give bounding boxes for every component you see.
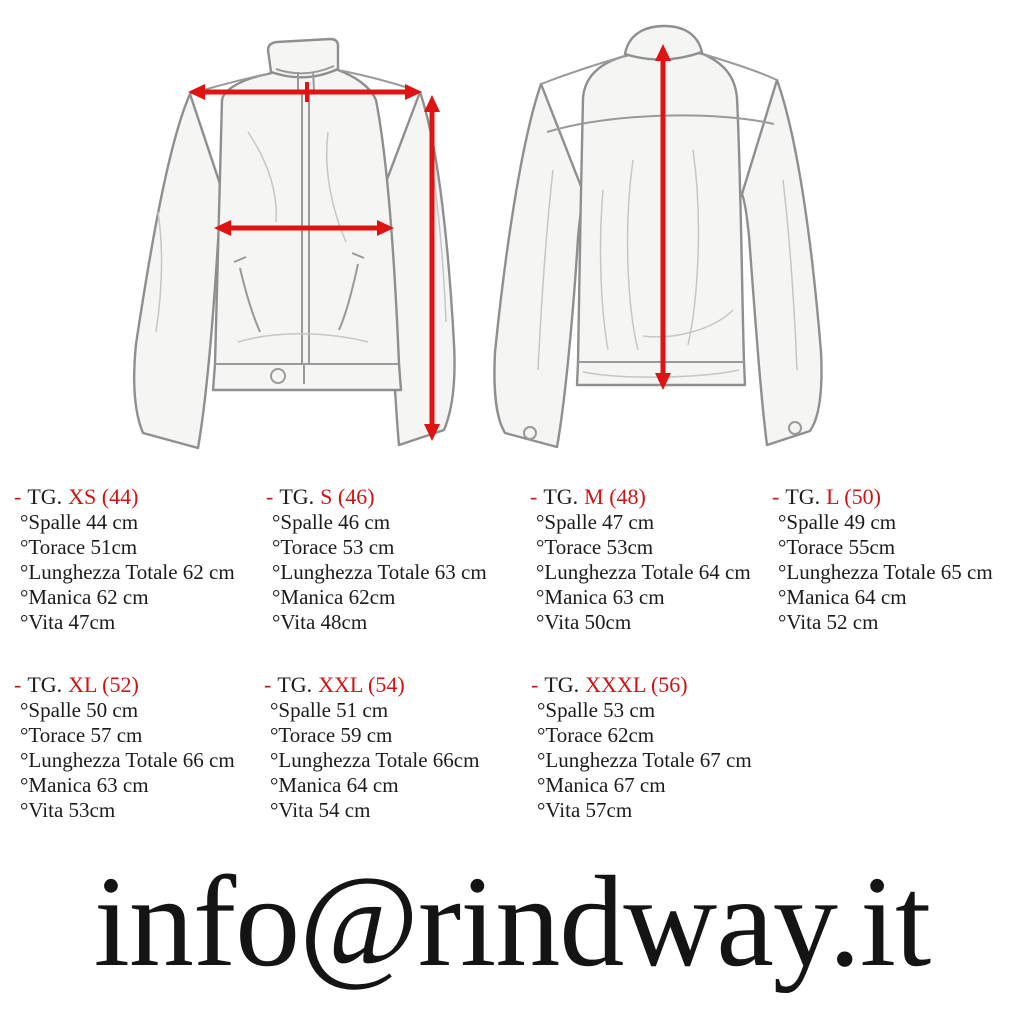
measurement-line: °Lunghezza Totale 65 cm <box>778 560 993 584</box>
size-label: XXL (54) <box>318 672 405 697</box>
tg-label: TG. <box>27 484 63 509</box>
size-block-xxl <box>264 672 514 823</box>
size-header <box>772 484 1022 510</box>
measurement-line: °Vita 50cm <box>536 610 632 634</box>
size-block-m <box>530 484 780 635</box>
size-header <box>531 672 781 698</box>
dash: - <box>264 672 272 697</box>
measurement-line: °Manica 63 cm <box>536 585 665 609</box>
measurement-line: °Torace 55cm <box>778 535 896 559</box>
measurement-line: °Vita 53cm <box>20 798 116 822</box>
measurement-line: °Spalle 46 cm <box>272 510 391 534</box>
size-label: M (48) <box>584 484 646 509</box>
measurement-line: °Lunghezza Totale 62 cm <box>20 560 235 584</box>
size-label: L (50) <box>826 484 881 509</box>
size-header <box>530 484 780 510</box>
measurement-line: °Spalle 49 cm <box>778 510 897 534</box>
size-label: S (46) <box>320 484 375 509</box>
tg-label: TG. <box>544 672 580 697</box>
measurement-line: °Manica 64 cm <box>270 773 399 797</box>
measurement-line: °Torace 53cm <box>536 535 654 559</box>
dash: - <box>14 484 22 509</box>
dash: - <box>530 484 538 509</box>
measurement-line: °Spalle 47 cm <box>536 510 655 534</box>
measurement-line: °Torace 53 cm <box>272 535 395 559</box>
measurement-line: °Vita 54 cm <box>270 798 371 822</box>
contact-email: info@rindway.it <box>93 850 931 994</box>
measurement-line: °Manica 67 cm <box>537 773 666 797</box>
measurement-line: °Lunghezza Totale 63 cm <box>272 560 487 584</box>
measurement-line: °Spalle 44 cm <box>20 510 139 534</box>
size-block-l <box>772 484 1022 635</box>
tg-label: TG. <box>543 484 579 509</box>
measurement-line: °Lunghezza Totale 66 cm <box>20 748 235 772</box>
jacket-back-sketch <box>483 10 835 472</box>
size-header <box>14 484 264 510</box>
measurement-line: °Torace 51cm <box>20 535 138 559</box>
tg-label: TG. <box>279 484 315 509</box>
dash: - <box>266 484 274 509</box>
measurement-line: °Vita 48cm <box>272 610 368 634</box>
size-header <box>264 672 514 698</box>
dash: - <box>531 672 539 697</box>
tg-label: TG. <box>277 672 313 697</box>
measurement-line: °Spalle 53 cm <box>537 698 656 722</box>
measurement-line: °Lunghezza Totale 64 cm <box>536 560 751 584</box>
measurement-line: °Torace 62cm <box>537 723 655 747</box>
measurement-line: °Vita 47cm <box>20 610 116 634</box>
dash: - <box>14 672 22 697</box>
measurement-line: °Spalle 50 cm <box>20 698 139 722</box>
tg-label: TG. <box>27 672 63 697</box>
size-block-s <box>266 484 516 635</box>
jacket-front-sketch <box>118 12 470 470</box>
size-header <box>266 484 516 510</box>
dash: - <box>772 484 780 509</box>
measurement-line: °Manica 62cm <box>272 585 396 609</box>
measurement-line: °Manica 64 cm <box>778 585 907 609</box>
size-block-xxxl <box>531 672 781 823</box>
measurement-line: °Manica 63 cm <box>20 773 149 797</box>
measurement-line: °Torace 59 cm <box>270 723 393 747</box>
size-block-xl <box>14 672 264 823</box>
size-label: XL (52) <box>68 672 139 697</box>
measurement-line: °Lunghezza Totale 66cm <box>270 748 480 772</box>
size-label: XXXL (56) <box>585 672 688 697</box>
measurement-line: °Torace 57 cm <box>20 723 143 747</box>
size-label: XS (44) <box>68 484 139 509</box>
size-header <box>14 672 264 698</box>
measurement-line: °Spalle 51 cm <box>270 698 389 722</box>
measurement-line: °Lunghezza Totale 67 cm <box>537 748 752 772</box>
measurement-line: °Vita 57cm <box>537 798 633 822</box>
measurement-line: °Manica 62 cm <box>20 585 149 609</box>
measurement-line: °Vita 52 cm <box>778 610 879 634</box>
tg-label: TG. <box>785 484 821 509</box>
size-block-xs <box>14 484 264 635</box>
